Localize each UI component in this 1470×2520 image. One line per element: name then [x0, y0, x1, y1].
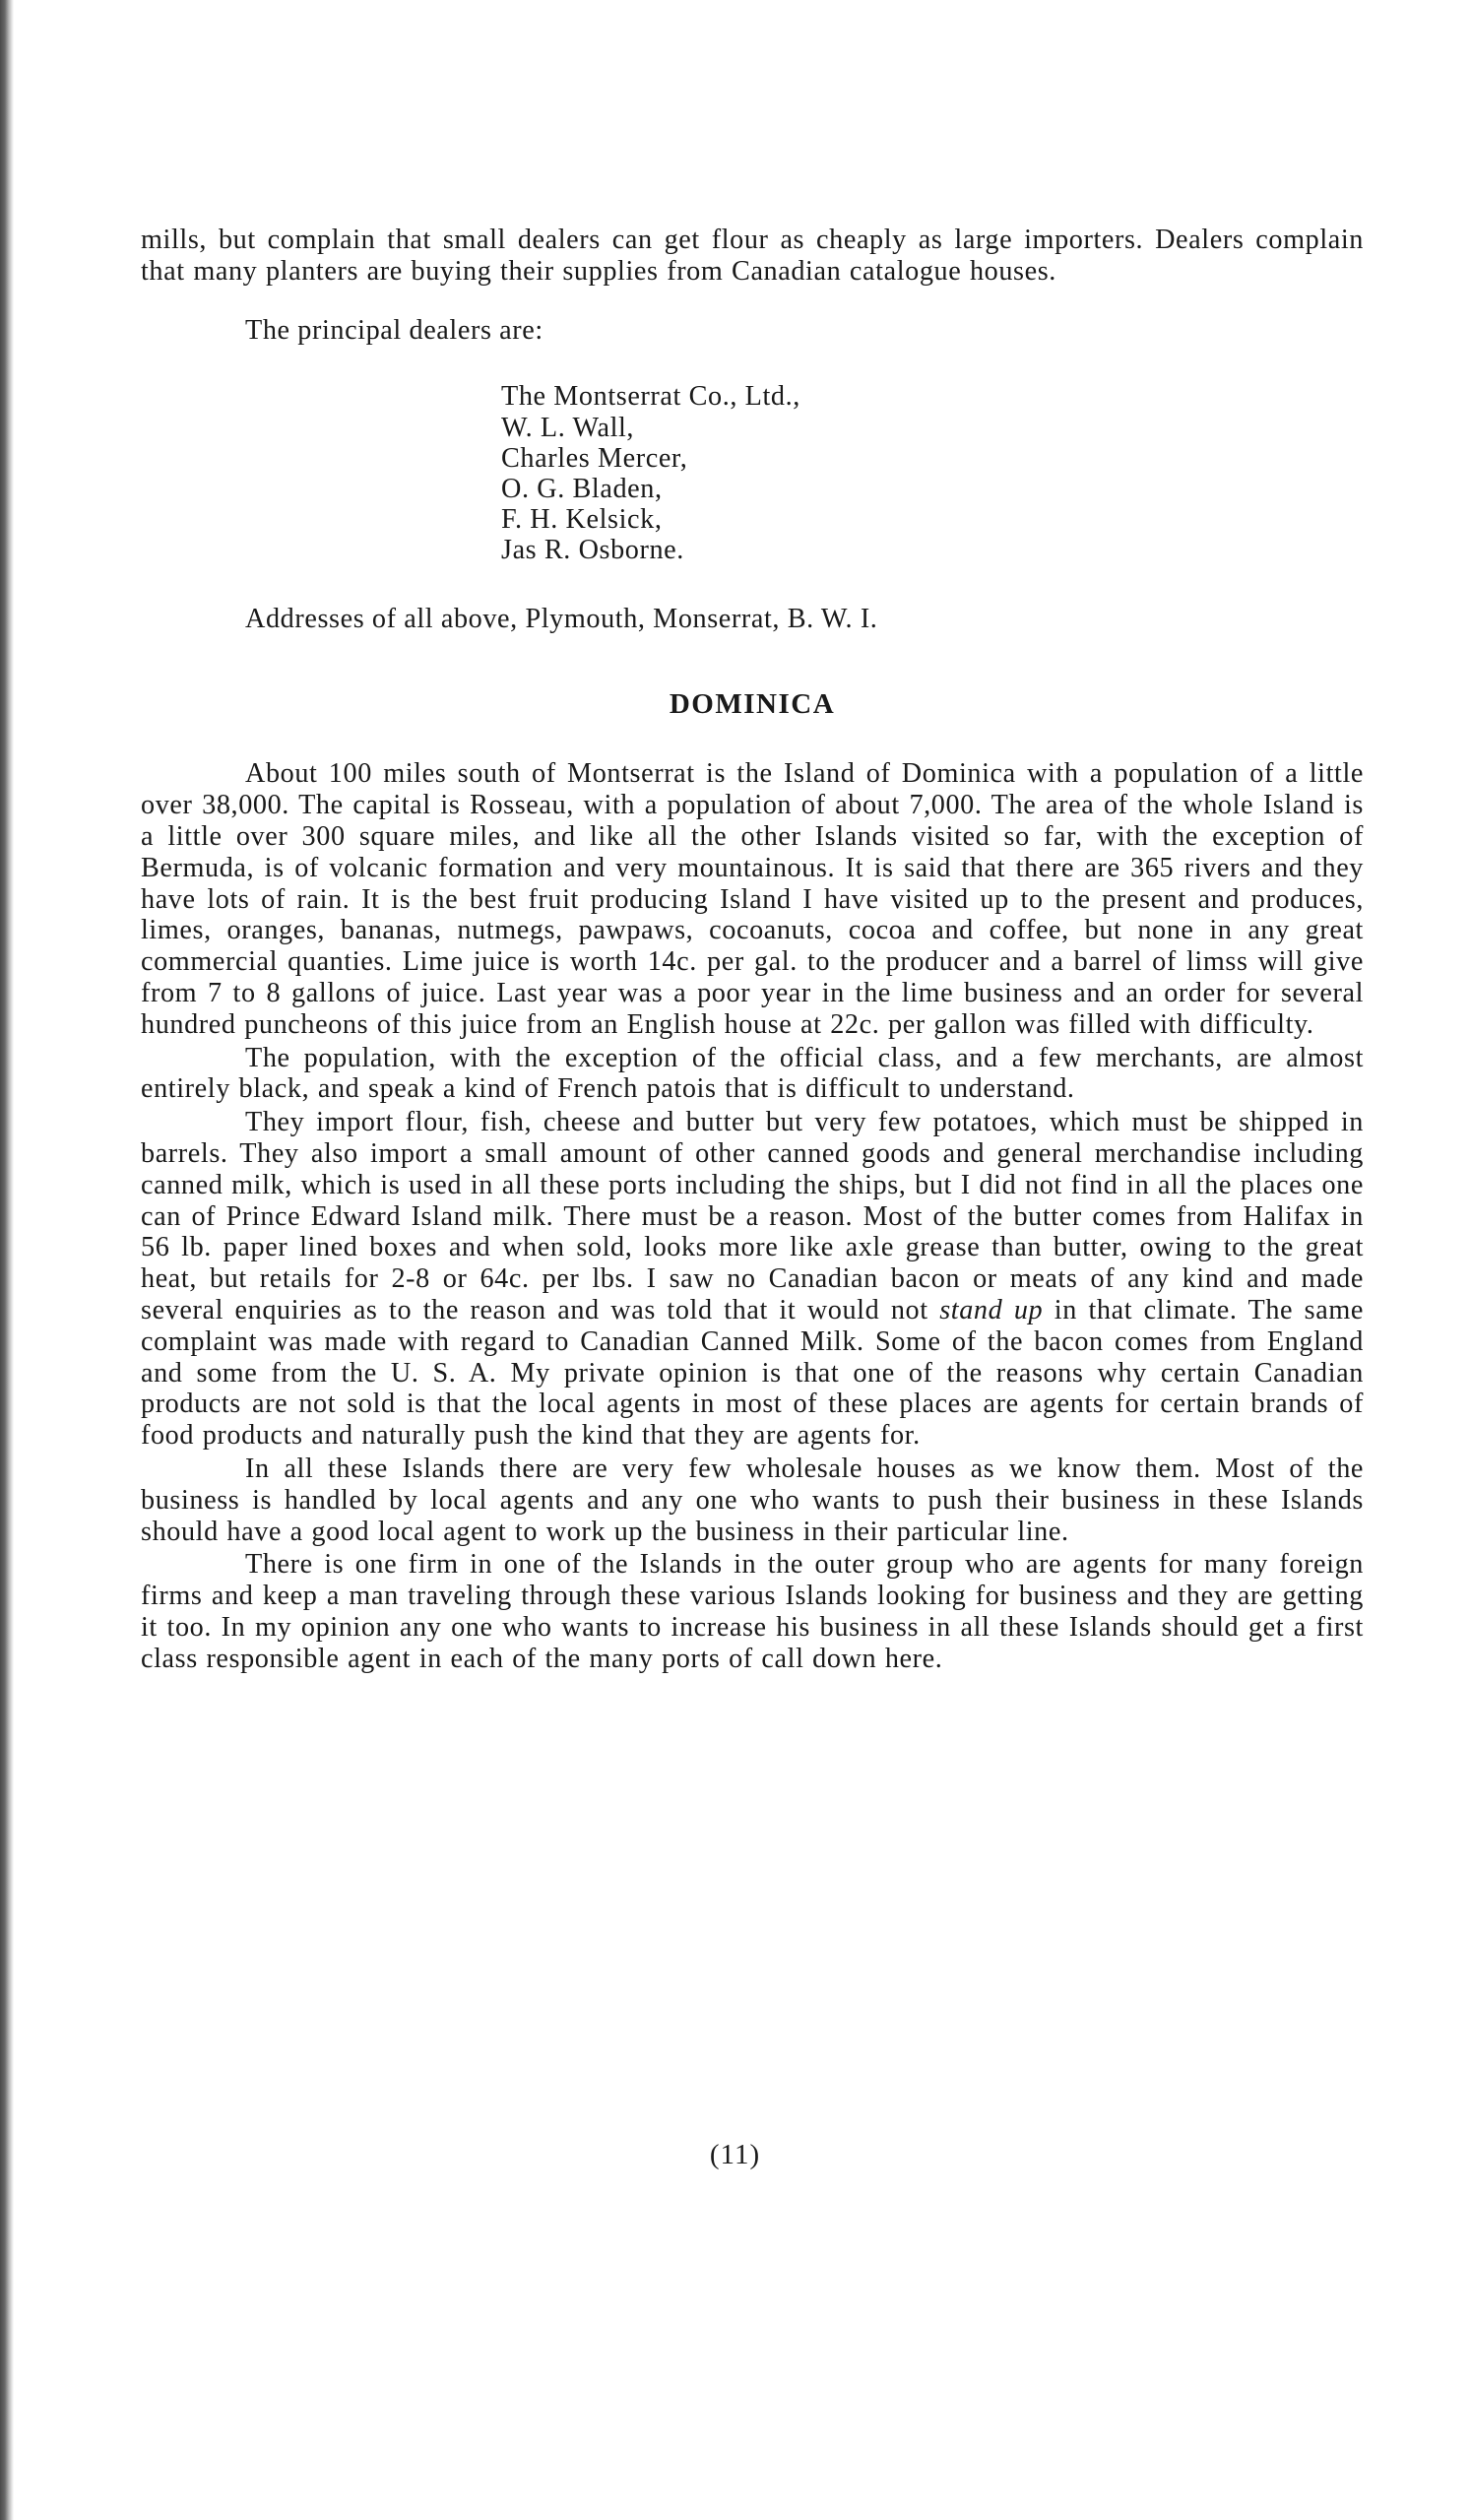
opening-paragraph: mills, but complain that small dealers can get flour as cheaply as large importers. Dealers complain that many planters are buying their supplies from Canadian catalogue houses.	[141, 225, 1364, 287]
paragraph-text: In all these Islands there are very few wholesale houses as we know them. Most of the business is handled by local agents and any one who wants to push their business in these Islands should have a good local agent to work up the business in their particular line.	[141, 1453, 1364, 1547]
body-paragraph	[141, 1107, 1364, 1452]
dealer-item: The Montserrat Co., Ltd.,	[501, 381, 800, 413]
dealer-item: F. H. Kelsick,	[501, 504, 663, 536]
paragraph-text: They import flour, fish, cheese and butter but very few potatoes, which must be shipped in barrels. They also import a small amount of other canned goods and general merchandise including canned milk, which is used in all these ports including the ships, but I did not find in all the places one can of Prince Edward Island milk. There must be a reason. Most of the butter comes from Halifax in 56 lb. paper lined boxes and when sold, looks more like axle grease than butter, owing to the great heat, but retails for 2-8 or 64c. per lbs. I saw no Canadian bacon or meats of any kind and made several enquiries as to the reason and was told that it would not	[141, 1107, 1364, 1325]
page-number: (11)	[709, 2139, 761, 2170]
dealers-intro: The principal dealers are:	[245, 314, 543, 346]
dealer-item: Charles Mercer,	[501, 442, 688, 474]
body-paragraph	[141, 758, 1364, 1040]
paragraph-text: in that climate. The same complaint was made with regard to Canadian Canned Milk. Some of the bacon comes from England and some from the U. S. A. My private opinion is that one of the reasons why certain Canadian products are not sold is that the local agents in most of these places are agents for certain brands of food products and naturally push the kind that they are agents for.	[141, 1294, 1364, 1452]
document-page	[141, 225, 1364, 1675]
dealer-item: O. G. Bladen,	[501, 474, 663, 504]
paragraph-text: The population, with the exception of the official class, and a few merchants, are almost entirely black, and speak a kind of French patois that is difficult to understand.	[141, 1042, 1364, 1105]
dealer-list	[501, 381, 1364, 565]
dealer-item: Jas R. Osborne.	[501, 535, 684, 566]
emphasized-phrase: stand up	[939, 1294, 1044, 1325]
paragraph-text: About 100 miles south of Montserrat is the Island of Dominica with a population of a little over 38,000. The capital is Rosseau, with a population of about 7,000. The area of the whole Island is a little over 300 square miles, and like all the other Islands visited so far, with the exception of Bermuda, is of volcanic formation and very mountainous. It is said that there are 365 rivers and they have lots of rain. It is the best fruit producing Island I have visited up to the present and produces, limes, oranges, bananas, nutmegs, pawpaws, cocoanuts, cocoa and coffee, but none in any great commercial quanties. Lime juice is worth 14c. per gal. to the producer and a barrel of limss will give from 7 to 8 gallons of juice. Last year was a poor year in the lime business and an order for several hundred puncheons of this juice from an English house at 22c. per gallon was filled with difficulty.	[141, 758, 1364, 1040]
section-heading: DOMINICA	[669, 688, 836, 721]
addresses-line: Addresses of all above, Plymouth, Monserrat, B. W. I.	[245, 603, 878, 634]
body-paragraph	[141, 1043, 1364, 1106]
section-body	[141, 758, 1364, 1674]
body-paragraph	[141, 1549, 1364, 1674]
dealer-item: W. L. Wall,	[501, 412, 635, 443]
body-paragraph	[141, 1454, 1364, 1547]
paragraph-text: There is one firm in one of the Islands in the outer group who are agents for many foreign firms and keep a man traveling through these various Islands looking for business and they are getting it too. In my opinion any one who wants to increase his business in all these Islands should get a first class responsible agent in each of the many ports of call down here.	[141, 1549, 1364, 1674]
